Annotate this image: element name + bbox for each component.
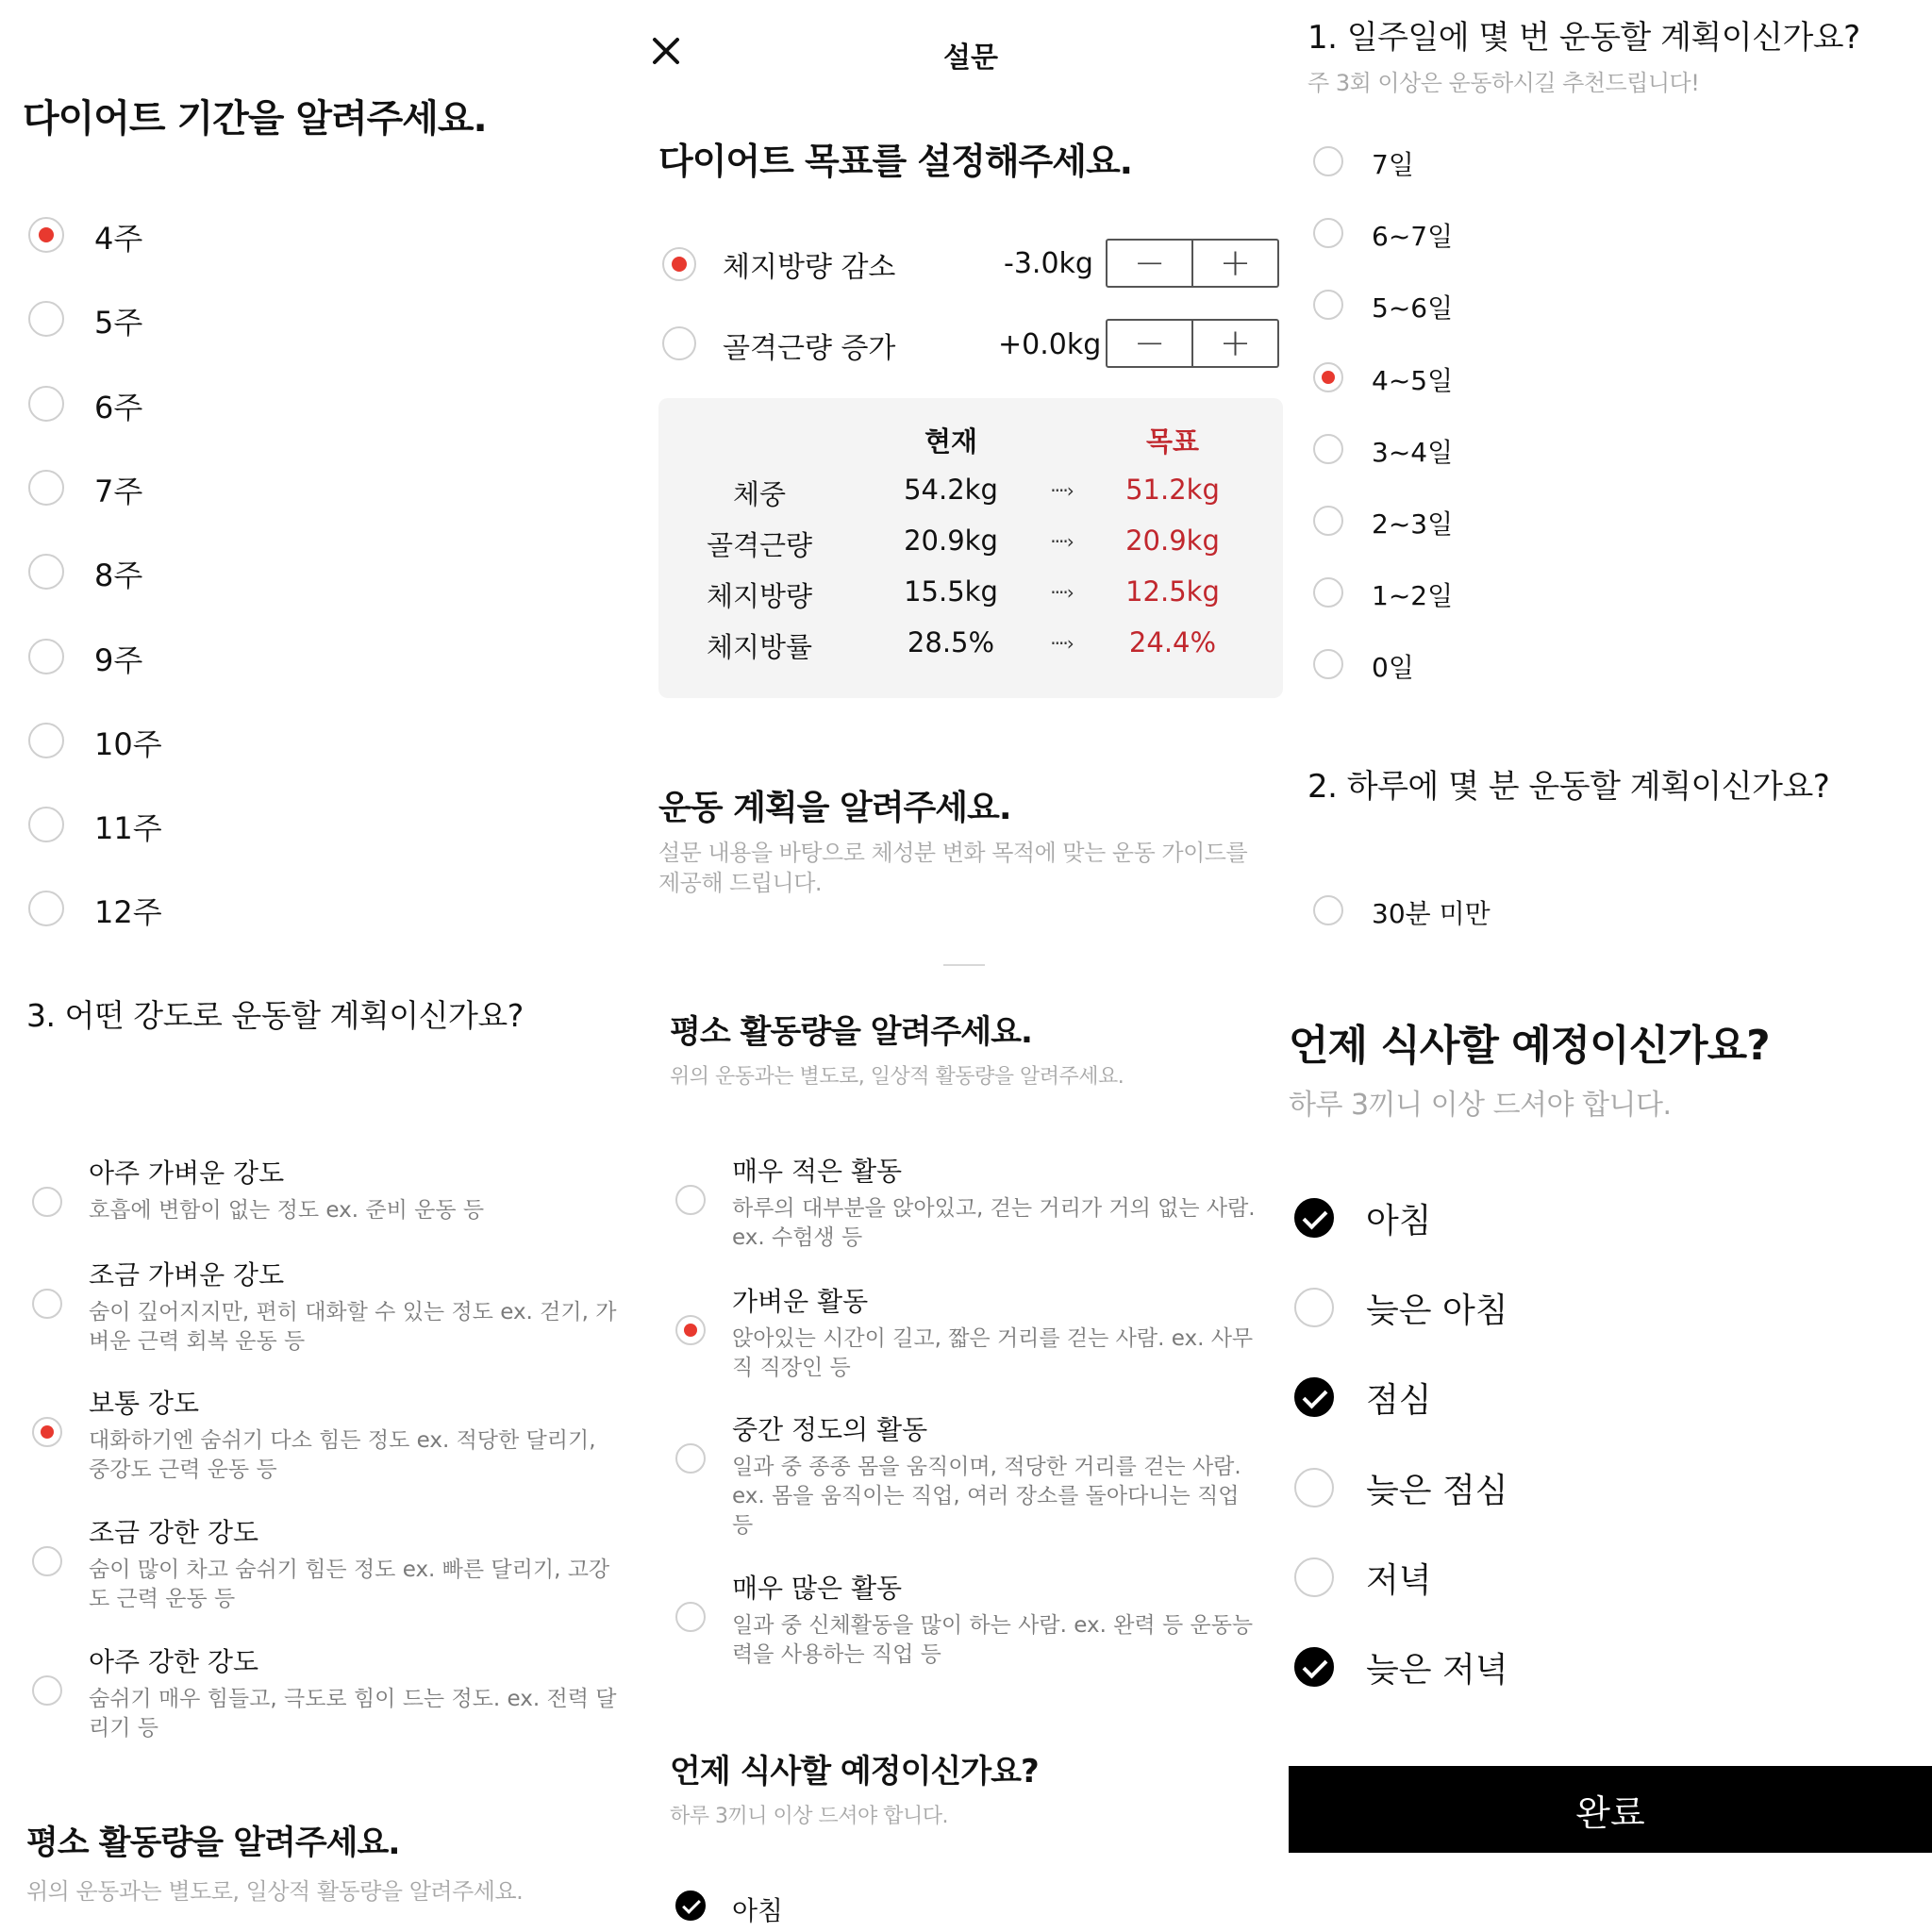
- week-label: 6주: [94, 389, 143, 425]
- activity-radio[interactable]: [675, 1602, 706, 1632]
- col-current-header: 현재: [924, 425, 978, 458]
- meal-check[interactable]: [1294, 1288, 1334, 1327]
- meal-label: 늦은 점심: [1366, 1471, 1508, 1510]
- plus-button[interactable]: +: [1219, 322, 1252, 365]
- summary-current: 15.5kg: [904, 575, 998, 608]
- goal-radio-muscle[interactable]: [662, 326, 696, 360]
- week-label: 12주: [94, 894, 162, 931]
- days-label: 5~6일: [1372, 292, 1454, 325]
- activity-desc: 일과 중 신체활동을 많이 하는 사람. ex. 완력 등 운동능력을 사용하는 직업 등: [732, 1613, 1254, 1667]
- exercise-subtitle: 설문 내용을 바탕으로 체성분 변화 목적에 맞는 운동 가이드를 제공해 드립니다.: [658, 840, 1248, 896]
- week-label: 8주: [94, 558, 143, 594]
- meal-label: 점심: [1366, 1381, 1432, 1421]
- col-target-header: 목표: [1145, 425, 1200, 458]
- meal-label: 늦은 아침: [1366, 1291, 1508, 1331]
- summary-label: 골격근량: [706, 529, 813, 561]
- week-radio[interactable]: [28, 470, 64, 506]
- goal-label: 골격근량 증가: [723, 332, 896, 365]
- intensity-radio[interactable]: [32, 1546, 62, 1576]
- exercise-title: 운동 계획을 알려주세요.: [658, 789, 1011, 827]
- activity-subtitle: 위의 운동과는 별도로, 일상적 활동량을 알려주세요.: [670, 1065, 1124, 1089]
- week-radio[interactable]: [28, 723, 64, 758]
- done-button[interactable]: 완료: [1289, 1766, 1932, 1853]
- days-radio[interactable]: [1313, 506, 1343, 536]
- activity-title: 평소 활동량을 알려주세요.: [670, 1013, 1032, 1051]
- activity-desc: 일과 중 종종 몸을 움직이며, 적당한 거리를 걷는 사람. ex. 몸을 움직이는 직업, 여러 장소를 돌아다니는 직업 등: [732, 1455, 1241, 1538]
- intensity-radio[interactable]: [32, 1417, 62, 1447]
- week-radio[interactable]: [28, 807, 64, 842]
- activity-text: [732, 1281, 1256, 1383]
- week-radio[interactable]: [28, 301, 64, 337]
- days-label: 0일: [1372, 652, 1414, 684]
- minus-button[interactable]: −: [1108, 321, 1193, 366]
- meal-check[interactable]: [1294, 1557, 1334, 1597]
- days-label: 2~3일: [1372, 508, 1454, 540]
- activity-title: 매우 적은 활동: [732, 1156, 903, 1187]
- goal-title: 다이어트 목표를 설정해주세요.: [658, 141, 1133, 182]
- activity-desc: 앉아있는 시간이 길고, 짧은 거리를 걷는 사람. ex. 사무직 직장인 등: [732, 1326, 1254, 1380]
- week-label: 5주: [94, 305, 143, 341]
- summary-label: 체지방량: [706, 580, 813, 612]
- body-composition-summary: [658, 398, 1283, 698]
- summary-target: 24.4%: [1128, 626, 1217, 658]
- goal-radio-fat[interactable]: [662, 247, 696, 281]
- intensity-desc: 숨이 깊어지지만, 편히 대화할 수 있는 정도 ex. 걷기, 가벼운 근력 회복 운동 등: [89, 1300, 617, 1354]
- meal-title-middle: 언제 식사할 예정이신가요?: [670, 1753, 1039, 1790]
- week-radio[interactable]: [28, 639, 64, 675]
- header-title: 설문: [943, 42, 998, 75]
- week-label: 7주: [94, 473, 143, 509]
- intensity-text: [89, 1641, 617, 1743]
- week-label: 9주: [94, 641, 143, 678]
- intensity-title: 3. 어떤 강도로 운동할 계획이신가요?: [26, 997, 524, 1034]
- meal-subtitle: 하루 3끼니 이상 드셔야 합니다.: [1289, 1089, 1672, 1122]
- week-radio[interactable]: [28, 891, 64, 926]
- week-label: 11주: [94, 810, 162, 847]
- meal-label: 저녁: [1366, 1560, 1432, 1600]
- intensity-text: [89, 1383, 617, 1485]
- meal-check[interactable]: [1294, 1647, 1334, 1687]
- meal-label: 늦은 저녁: [1366, 1651, 1508, 1690]
- intensity-radio[interactable]: [32, 1675, 62, 1706]
- minutes-radio[interactable]: [1313, 895, 1343, 925]
- summary-current: 20.9kg: [904, 525, 998, 557]
- intensity-title: 조금 가벼운 강도: [89, 1259, 285, 1291]
- meal-check[interactable]: [1294, 1377, 1334, 1417]
- muscle-stepper: [1106, 319, 1279, 368]
- days-label: 7일: [1372, 149, 1414, 180]
- plus-button[interactable]: +: [1219, 242, 1252, 285]
- days-radio[interactable]: [1313, 218, 1343, 248]
- days-radio[interactable]: [1313, 577, 1343, 608]
- activity-desc: 하루의 대부분을 앉아있고, 걷는 거리가 거의 없는 사람. ex. 수험생 등: [732, 1196, 1256, 1250]
- activity-title: 매우 많은 활동: [732, 1573, 903, 1604]
- intensity-title: 아주 강한 강도: [89, 1646, 259, 1677]
- activity-text: [732, 1568, 1256, 1670]
- activity-title-left: 평소 활동량을 알려주세요.: [26, 1824, 400, 1862]
- meal-check[interactable]: [1294, 1198, 1334, 1238]
- days-label: 1~2일: [1372, 580, 1454, 612]
- q1-subtitle: 주 3회 이상은 운동하시길 추천드립니다!: [1307, 70, 1700, 96]
- week-label: 4주: [94, 221, 143, 257]
- intensity-title: 아주 가벼운 강도: [89, 1158, 285, 1189]
- activity-subtitle-left: 위의 운동과는 별도로, 일상적 활동량을 알려주세요.: [26, 1878, 524, 1905]
- week-label: 10주: [94, 725, 162, 762]
- activity-radio[interactable]: [675, 1443, 706, 1474]
- arrow-icon: ····›: [1050, 632, 1073, 655]
- intensity-text: [89, 1512, 617, 1614]
- fat-stepper: [1106, 239, 1279, 288]
- summary-current: 28.5%: [907, 626, 995, 658]
- arrow-icon: ····›: [1050, 530, 1073, 553]
- week-radio[interactable]: [28, 217, 64, 253]
- minus-button[interactable]: −: [1108, 241, 1193, 286]
- meal-title: 언제 식사할 예정이신가요?: [1289, 1022, 1770, 1070]
- activity-radio[interactable]: [675, 1185, 706, 1215]
- goal-value: -3.0kg: [1004, 247, 1093, 280]
- week-radio[interactable]: [28, 386, 64, 422]
- meal-label: 아침: [1366, 1202, 1432, 1241]
- days-radio[interactable]: [1313, 146, 1343, 176]
- activity-text: [732, 1409, 1256, 1541]
- activity-title: 가벼운 활동: [732, 1286, 869, 1317]
- intensity-text: [89, 1153, 617, 1225]
- arrow-icon: ····›: [1050, 581, 1073, 604]
- intensity-desc: 대화하기엔 숨쉬기 다소 힘든 정도 ex. 적당한 달리기, 중강도 근력 운동 등: [89, 1428, 596, 1482]
- arrow-icon: ····›: [1050, 479, 1073, 502]
- q1-title: 1. 일주일에 몇 번 운동할 계획이신가요?: [1307, 19, 1860, 57]
- activity-radio[interactable]: [675, 1315, 706, 1345]
- summary-target: 12.5kg: [1125, 575, 1220, 608]
- meal-label: 아침: [732, 1895, 784, 1926]
- intensity-desc: 호흡에 변함이 없는 정도 ex. 준비 운동 등: [89, 1198, 485, 1223]
- close-icon[interactable]: [649, 34, 683, 68]
- meal-subtitle-middle: 하루 3끼니 이상 드셔야 합니다.: [670, 1805, 948, 1828]
- summary-label: 체중: [732, 478, 787, 510]
- days-radio[interactable]: [1313, 434, 1343, 464]
- activity-text: [732, 1151, 1256, 1253]
- days-radio[interactable]: [1313, 649, 1343, 679]
- intensity-text: [89, 1255, 617, 1357]
- duration-title: 다이어트 기간을 알려주세요.: [23, 97, 487, 141]
- goal-label: 체지방량 감소: [723, 251, 896, 284]
- summary-target: 20.9kg: [1125, 525, 1220, 557]
- divider: [943, 964, 985, 966]
- activity-title: 중간 정도의 활동: [732, 1414, 928, 1445]
- q2-title: 2. 하루에 몇 분 운동할 계획이신가요?: [1307, 768, 1830, 806]
- intensity-title: 조금 강한 강도: [89, 1517, 259, 1548]
- meal-check[interactable]: [675, 1890, 706, 1921]
- meal-check[interactable]: [1294, 1468, 1334, 1507]
- summary-label: 체지방률: [706, 631, 813, 663]
- week-radio[interactable]: [28, 554, 64, 590]
- days-label: 3~4일: [1372, 436, 1454, 468]
- days-radio[interactable]: [1313, 362, 1343, 392]
- intensity-radio[interactable]: [32, 1289, 62, 1319]
- intensity-desc: 숨쉬기 매우 힘들고, 극도로 힘이 드는 정도. ex. 전력 달리기 등: [89, 1687, 617, 1740]
- days-label: 4~5일: [1372, 364, 1454, 396]
- summary-current: 54.2kg: [904, 474, 998, 506]
- days-radio[interactable]: [1313, 290, 1343, 320]
- intensity-title: 보통 강도: [89, 1388, 200, 1419]
- summary-target: 51.2kg: [1125, 474, 1220, 506]
- days-label: 6~7일: [1372, 221, 1454, 253]
- minutes-label: 30분 미만: [1372, 898, 1491, 929]
- intensity-radio[interactable]: [32, 1187, 62, 1217]
- goal-value: +0.0kg: [998, 328, 1102, 361]
- intensity-desc: 숨이 많이 차고 숨쉬기 힘든 정도 ex. 빠른 달리기, 고강도 근력 운동 등: [89, 1557, 610, 1611]
